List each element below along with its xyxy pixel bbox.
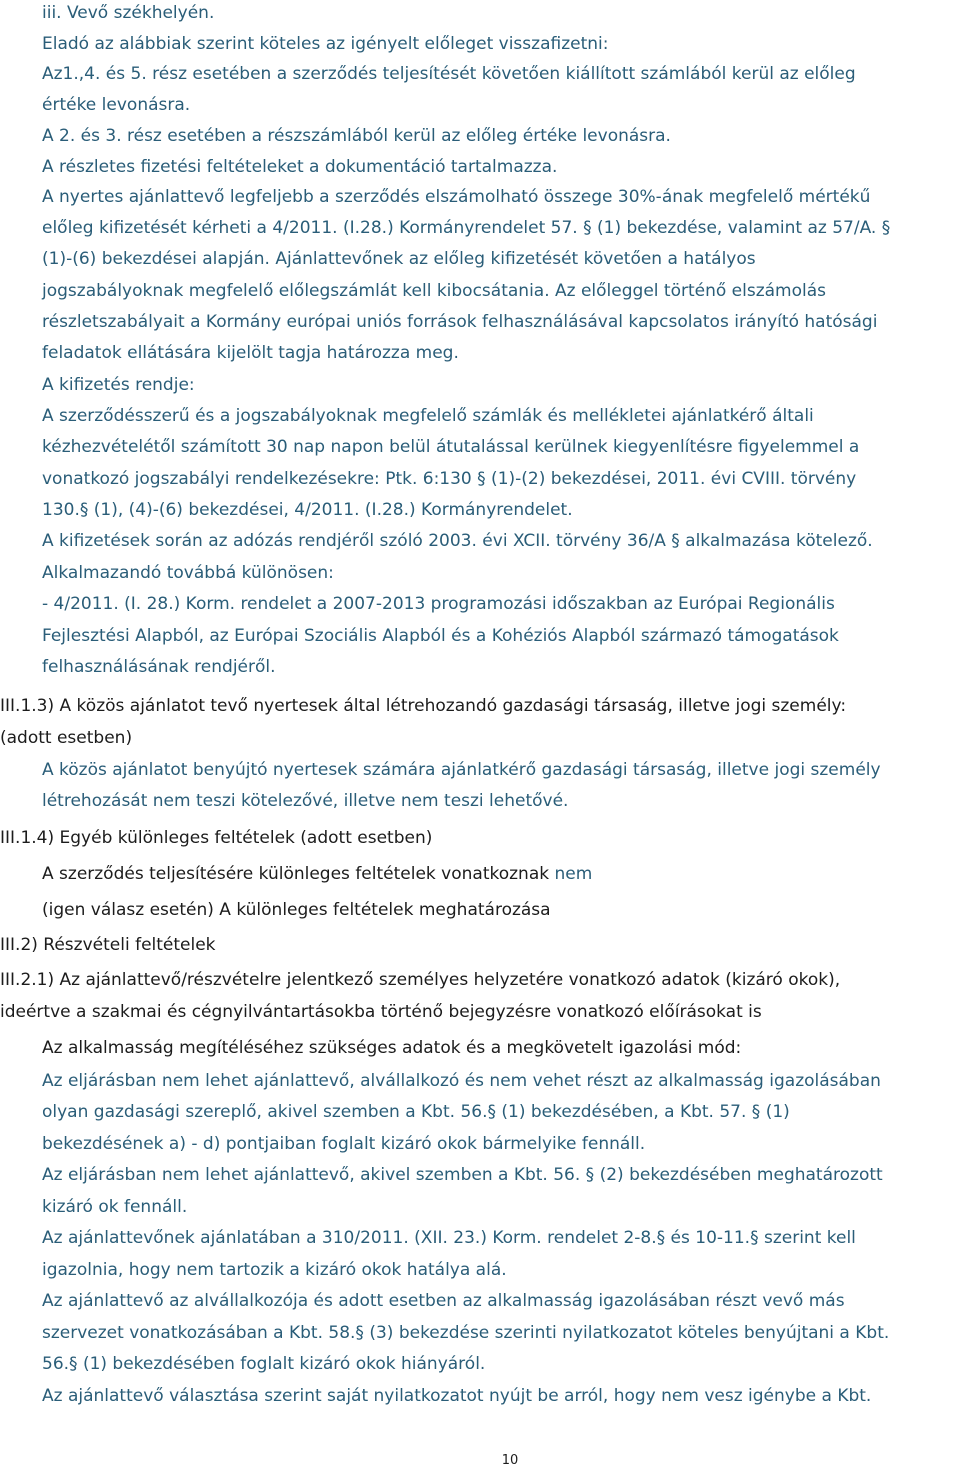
text-line bbox=[0, 968, 840, 994]
text-line bbox=[42, 310, 877, 336]
text-segment: A közös ajánlatot benyújtó nyertesek számára ajánlatkérő gazdasági társaság, illetve jogi személy bbox=[42, 760, 881, 780]
text-line bbox=[42, 1, 214, 27]
text-segment: A részletes fizetési feltételeket a dokumentáció tartalmazza. bbox=[42, 157, 558, 177]
text-segment: részletszabályait a Kormány európai uniós források felhasználásával kapcsolatos irányító hatósági bbox=[42, 312, 878, 332]
text-line bbox=[42, 32, 608, 58]
text-segment: létrehozását nem teszi kötelezővé, illetve nem teszi lehetővé. bbox=[42, 791, 569, 811]
text-line bbox=[0, 826, 432, 852]
text-line bbox=[0, 1000, 762, 1026]
text-line bbox=[42, 467, 856, 493]
text-segment: vonatkozó jogszabályi rendelkezésekre: Ptk. 6:130 § (1)-(2) bekezdései, 2011. évi CVIII. törvény bbox=[42, 469, 857, 489]
text-line bbox=[42, 124, 671, 150]
text-segment: A 2. és 3. rész esetében a részszámlából kerül az előleg értéke levonásra. bbox=[42, 126, 671, 146]
text-segment: Alkalmazandó továbbá különösen: bbox=[42, 563, 334, 583]
text-line bbox=[42, 1258, 507, 1284]
text-segment: feladatok ellátására kijelölt tagja határozza meg. bbox=[42, 343, 459, 363]
text-segment: kizáró ok fennáll. bbox=[42, 1197, 188, 1217]
text-line bbox=[42, 1226, 856, 1252]
text-segment: jogszabályoknak megfelelő előlegszámlát kell kibocsátania. Az előleggel történő elszámolás bbox=[42, 281, 827, 301]
text-line bbox=[42, 1163, 883, 1189]
text-segment: értéke levonásra. bbox=[42, 95, 191, 115]
text-segment: Az eljárásban nem lehet ajánlattevő, alvállalkozó és nem vehet részt az alkalmasság igazolásában bbox=[42, 1071, 881, 1091]
text-segment: III.1.3) A közös ajánlatot tevő nyertesek által létrehozandó gazdasági társaság, illetve jogi személy: bbox=[0, 696, 847, 716]
text-line bbox=[42, 1036, 741, 1062]
text-segment: előleg kifizetését kérheti a 4/2011. (I.28.) Kormányrendelet 57. § (1) bekezdése, valamint az 57/A. § bbox=[42, 218, 891, 238]
text-line bbox=[42, 1321, 889, 1347]
text-segment: Az eljárásban nem lehet ajánlattevő, akivel szemben a Kbt. 56. § (2) bekezdésében meghatározott bbox=[42, 1165, 883, 1185]
text-segment: III.2.1) Az ajánlattevő/részvételre jelentkező személyes helyzetére vonatkozó adatok (kizáró okok), bbox=[0, 970, 841, 990]
text-line bbox=[42, 1352, 485, 1378]
text-segment: igazolnia, hogy nem tartozik a kizáró okok hatálya alá. bbox=[42, 1260, 507, 1280]
text-segment: felhasználásának rendjéről. bbox=[42, 657, 276, 677]
text-line bbox=[42, 155, 557, 181]
text-segment: szervezet vonatkozásában a Kbt. 58.§ (3) bekezdése szerinti nyilatkozatot köteles benyújtani a Kbt. bbox=[42, 1323, 890, 1343]
text-segment: (1)-(6) bekezdései alapján. Ajánlattevőnek az előleg kifizetését követően a hatályos bbox=[42, 249, 756, 269]
text-line bbox=[42, 561, 334, 587]
text-segment: A szerződés teljesítésére különleges feltételek vonatkoznak bbox=[42, 864, 555, 884]
text-line bbox=[42, 498, 573, 524]
text-segment: Az ajánlattevőnek ajánlatában a 310/2011. (XII. 23.) Korm. rendelet 2-8.§ és 10-11.§ szerint kell bbox=[42, 1228, 856, 1248]
text-line bbox=[42, 758, 881, 784]
text-segment: 56.§ (1) bekezdésében foglalt kizáró okok hiányáról. bbox=[42, 1354, 486, 1374]
text-line bbox=[42, 1069, 881, 1095]
text-line bbox=[42, 341, 459, 367]
text-segment: A kifizetés rendje: bbox=[42, 375, 195, 395]
text-segment: olyan gazdasági szereplő, akivel szemben a Kbt. 56.§ (1) bekezdésében, a Kbt. 57. § (1) bbox=[42, 1102, 790, 1122]
text-segment: Az1.,4. és 5. rész esetében a szerződés teljesítését követően kiállított számlából kerül az előleg bbox=[42, 64, 856, 84]
text-line bbox=[42, 373, 195, 399]
text-segment: 130.§ (1), (4)-(6) bekezdései, 4/2011. (I.28.) Kormányrendelet. bbox=[42, 500, 573, 520]
text-line bbox=[42, 1132, 645, 1158]
text-line bbox=[42, 898, 551, 924]
text-line bbox=[42, 655, 276, 681]
text-line bbox=[42, 247, 756, 273]
text-line bbox=[42, 1195, 187, 1221]
text-segment: Eladó az alábbiak szerint köteles az igényelt előleget visszafizetni: bbox=[42, 34, 609, 54]
text-segment: A nyertes ajánlattevő legfeljebb a szerződés elszámolható összege 30%-ának megfelelő mértékű bbox=[42, 187, 871, 207]
text-line bbox=[42, 279, 826, 305]
text-line bbox=[42, 216, 890, 242]
text-line bbox=[0, 694, 846, 720]
text-line bbox=[42, 1384, 871, 1410]
text-segment: III.1.4) Egyéb különleges feltételek (adott esetben) bbox=[0, 828, 433, 848]
text-segment: A szerződésszerű és a jogszabályoknak megfelelő számlák és mellékletei ajánlatkérő általi bbox=[42, 406, 814, 426]
text-segment: bekezdésének a) - d) pontjaiban foglalt kizáró okok bármelyike fennáll. bbox=[42, 1134, 646, 1154]
text-segment: A kifizetések során az adózás rendjéről szóló 2003. évi XCII. törvény 36/A § alkalmazása kötelező. bbox=[42, 531, 873, 551]
page-number: 10 bbox=[501, 1453, 519, 1468]
text-line bbox=[42, 624, 839, 650]
text-line bbox=[42, 789, 568, 815]
text-line bbox=[42, 93, 190, 119]
text-segment: - 4/2011. (I. 28.) Korm. rendelet a 2007-2013 programozási időszakban az Európai Regionális bbox=[42, 594, 835, 614]
text-segment: III.2) Részvételi feltételek bbox=[0, 935, 216, 955]
text-segment: nem bbox=[554, 864, 593, 884]
text-line bbox=[0, 726, 132, 752]
text-segment: (igen válasz esetén) A különleges feltételek meghatározása bbox=[42, 900, 551, 920]
text-line bbox=[42, 1100, 790, 1126]
text-line bbox=[42, 1289, 845, 1315]
text-segment: kézhezvételétől számított 30 nap napon belül átutalással kerülnek kiegyenlítésre figyelemmel a bbox=[42, 437, 860, 457]
text-line bbox=[42, 592, 835, 618]
text-segment: (adott esetben) bbox=[0, 728, 133, 748]
text-line bbox=[42, 404, 814, 430]
text-line bbox=[42, 62, 856, 88]
text-segment: Az ajánlattevő az alvállalkozója és adott esetben az alkalmasság igazolásában részt vevő más bbox=[42, 1291, 845, 1311]
text-segment: Fejlesztési Alapból, az Európai Szociális Alapból és a Kohéziós Alapból származó támogatások bbox=[42, 626, 839, 646]
text-segment: iii. Vevő székhelyén. bbox=[42, 3, 215, 23]
text-line bbox=[42, 529, 873, 555]
text-line bbox=[0, 933, 216, 959]
text-line bbox=[42, 862, 592, 888]
text-segment: ideértve a szakmai és cégnyilvántartásokba történő bejegyzésre vonatkozó előírásokat is bbox=[0, 1002, 762, 1022]
text-segment: Az ajánlattevő választása szerint saját nyilatkozatot nyújt be arról, hogy nem vesz igénybe a Kbt. bbox=[42, 1386, 872, 1406]
text-line bbox=[42, 435, 859, 461]
text-segment: Az alkalmasság megítéléséhez szükséges adatok és a megkövetelt igazolási mód: bbox=[42, 1038, 742, 1058]
text-line bbox=[42, 185, 870, 211]
